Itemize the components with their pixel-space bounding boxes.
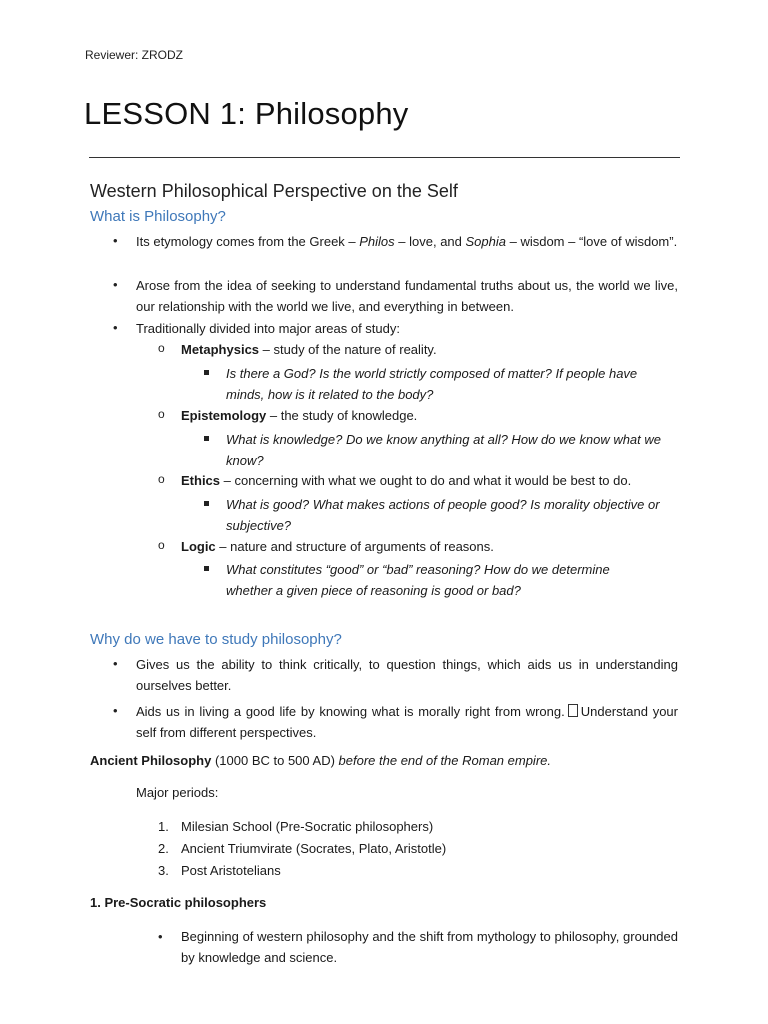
square-bullet	[204, 501, 209, 506]
area-epistemology: Epistemology – the study of knowledge.	[181, 408, 418, 423]
area-logic: Logic – nature and structure of arguments of reasons.	[181, 539, 494, 554]
circle-bullet: o	[158, 538, 165, 552]
presocratic-text: Beginning of western philosophy and the shift from mythology to philosophy, grounded by knowledge and science.	[181, 929, 678, 965]
period-number: 2.	[158, 841, 169, 856]
square-bullet	[204, 566, 209, 571]
ancient-philosophy-line: Ancient Philosophy (1000 BC to 500 AD) before the end of the Roman empire.	[90, 753, 551, 768]
period-item: Milesian School (Pre-Socratic philosophers)	[181, 819, 434, 834]
period-item: Ancient Triumvirate (Socrates, Plato, Aristotle)	[181, 841, 447, 856]
bullet-glyph: •	[113, 277, 118, 292]
area-metaphysics: Metaphysics – study of the nature of reality.	[181, 342, 437, 357]
period-item: Post Aristotelians	[181, 863, 281, 878]
section-title: Western Philosophical Perspective on the Self	[90, 181, 458, 201]
bullet-glyph: •	[113, 703, 118, 718]
title-rule	[89, 157, 680, 158]
bullet-glyph: •	[158, 929, 163, 944]
circle-bullet: o	[158, 341, 165, 355]
area-ethics: Ethics – concerning with what we ought to do and what it would be best to do.	[181, 473, 632, 488]
what-heading: What is Philosophy?	[90, 208, 226, 225]
reviewer-line: Reviewer: ZRODZ	[85, 48, 184, 62]
why-critical-text: Gives us the ability to think critically, to question things, which aids us in understanding ourselves better.	[136, 657, 678, 693]
epistemology-questions: What is knowledge? Do we know anything at all? How do we know what we know?	[226, 432, 662, 468]
period-number: 1.	[158, 819, 169, 834]
areas-intro-text: Traditionally divided into major areas of study:	[136, 321, 400, 336]
ethics-questions: What is good? What makes actions of people good? Is morality objective or subjective?	[226, 497, 660, 533]
bullet-glyph: •	[113, 656, 118, 671]
lesson-title: LESSON 1: Philosophy	[84, 96, 409, 131]
metaphysics-questions: Is there a God? Is the world strictly composed of matter? If people have minds, how is it related to the body?	[226, 366, 638, 402]
origin-text: Arose from the idea of seeking to understand fundamental truths about us, the world we live, our relationship with the world we live, and everything in between.	[136, 278, 678, 314]
period-number: 3.	[158, 863, 169, 878]
major-periods-label: Major periods:	[136, 785, 219, 800]
square-bullet	[204, 370, 209, 375]
why-heading: Why do we have to study philosophy?	[90, 631, 342, 648]
logic-questions: What constitutes “good” or “bad” reasoning? How do we determine whether a given piece of reasoning is good or bad?	[226, 562, 610, 598]
circle-bullet: o	[158, 472, 165, 486]
square-bullet	[204, 436, 209, 441]
why-good-life-text: Aids us in living a good life by knowing what is morally right from wrong. Understand your self from different perspectives.	[136, 704, 678, 740]
circle-bullet: o	[158, 407, 165, 421]
bullet-glyph: •	[113, 320, 118, 335]
bullet-glyph: •	[113, 233, 118, 248]
presocratic-heading: 1. Pre-Socratic philosophers	[90, 895, 267, 910]
etymology-text: Its etymology comes from the Greek – Philos – love, and Sophia – wisdom – “love of wisdom”.	[136, 234, 678, 249]
missing-glyph-box	[568, 704, 578, 717]
